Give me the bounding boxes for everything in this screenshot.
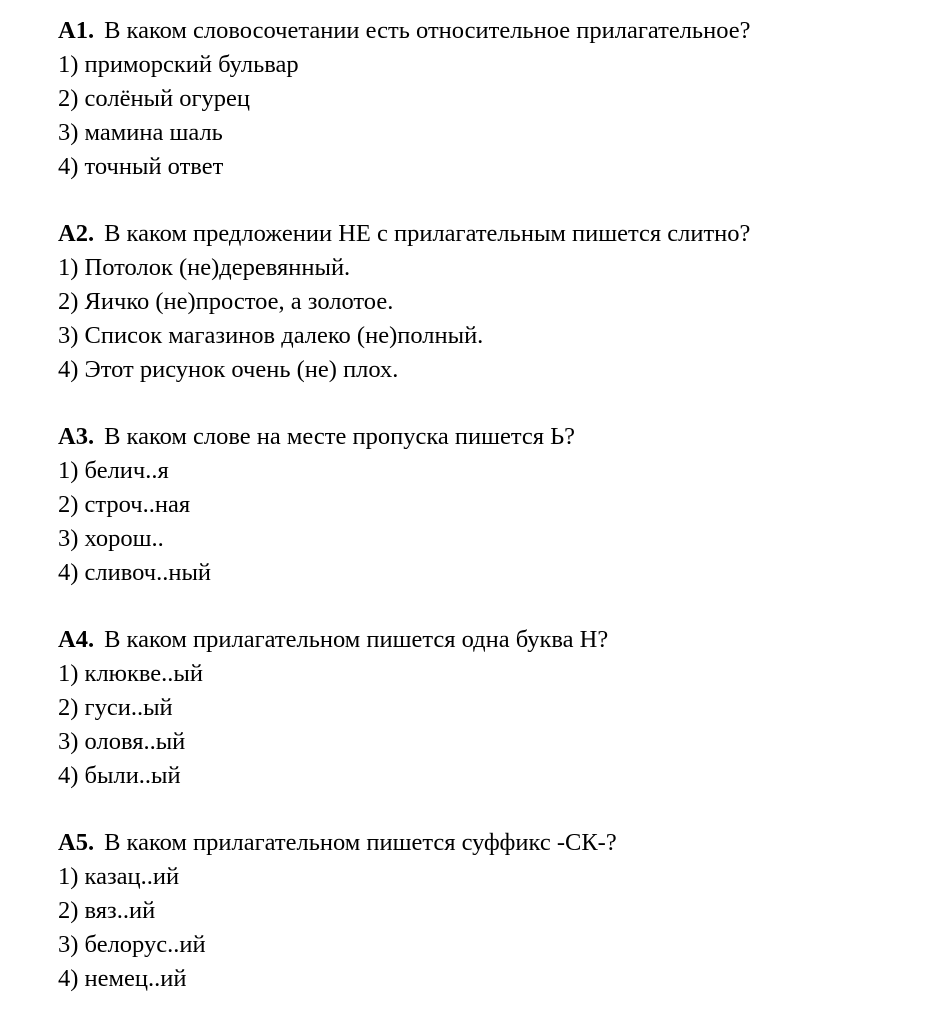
option-text: клюкве..ый — [84, 660, 204, 687]
option-text: Потолок (не)деревянный. — [84, 254, 351, 281]
question-number: А2. — [58, 220, 95, 247]
option-text: Список магазинов далеко (не)полный. — [84, 322, 484, 349]
option-text: солёный огурец — [84, 85, 251, 112]
answer-option — [58, 454, 933, 488]
question-heading — [58, 420, 933, 454]
answer-option — [58, 657, 933, 691]
question-text: В каком прилагательном пишется одна буква Н? — [104, 626, 609, 653]
answer-option — [58, 150, 933, 184]
option-number: 1) — [58, 660, 79, 687]
option-number: 2) — [58, 491, 79, 518]
option-text: белорус..ий — [84, 931, 206, 958]
option-number: 3) — [58, 119, 79, 146]
option-number: 4) — [58, 559, 79, 586]
question-text: В каком словосочетании есть относительное прилагательное? — [104, 17, 751, 44]
option-text: казац..ий — [84, 863, 180, 890]
option-number: 1) — [58, 863, 79, 890]
question-heading — [58, 217, 933, 251]
answer-option — [58, 894, 933, 928]
option-number: 4) — [58, 965, 79, 992]
answer-option — [58, 522, 933, 556]
answer-option — [58, 962, 933, 996]
question-a3 — [58, 420, 933, 590]
answer-option — [58, 251, 933, 285]
option-text: немец..ий — [84, 965, 187, 992]
question-text: В каком слове на месте пропуска пишется Ь? — [104, 423, 576, 450]
answer-option — [58, 928, 933, 962]
option-text: Этот рисунок очень (не) плох. — [84, 356, 399, 383]
option-text: сливоч..ный — [84, 559, 212, 586]
option-text: гуси..ый — [84, 694, 173, 721]
option-number: 3) — [58, 728, 79, 755]
answer-option — [58, 488, 933, 522]
question-number: А4. — [58, 626, 95, 653]
option-number: 4) — [58, 153, 79, 180]
answer-option — [58, 556, 933, 590]
option-number: 2) — [58, 85, 79, 112]
option-number: 2) — [58, 694, 79, 721]
answer-option — [58, 116, 933, 150]
option-text: хорош.. — [84, 525, 164, 552]
answer-option — [58, 860, 933, 894]
question-number: А1. — [58, 17, 95, 44]
document-body — [58, 14, 933, 1029]
option-number: 1) — [58, 457, 79, 484]
answer-option — [58, 725, 933, 759]
option-text: мамина шаль — [84, 119, 223, 146]
option-text: строч..ная — [84, 491, 191, 518]
option-number: 2) — [58, 288, 79, 315]
option-number: 4) — [58, 762, 79, 789]
option-number: 1) — [58, 51, 79, 78]
option-number: 3) — [58, 931, 79, 958]
option-text: приморский бульвар — [84, 51, 299, 78]
question-a4 — [58, 623, 933, 793]
question-a1 — [58, 14, 933, 184]
question-number: А5. — [58, 829, 95, 856]
question-a2 — [58, 217, 933, 387]
answer-option — [58, 691, 933, 725]
option-text: Яичко (не)простое, а золотое. — [84, 288, 394, 315]
question-heading — [58, 826, 933, 860]
option-text: оловя..ый — [84, 728, 186, 755]
question-heading — [58, 623, 933, 657]
answer-option — [58, 285, 933, 319]
answer-option — [58, 353, 933, 387]
option-number: 3) — [58, 322, 79, 349]
question-number: А3. — [58, 423, 95, 450]
option-text: вяз..ий — [84, 897, 156, 924]
question-text: В каком прилагательном пишется суффикс -СК-? — [104, 829, 617, 856]
question-text: В каком предложении НЕ с прилагательным пишется слитно? — [104, 220, 751, 247]
answer-option — [58, 319, 933, 353]
option-number: 2) — [58, 897, 79, 924]
question-a5 — [58, 826, 933, 996]
option-number: 4) — [58, 356, 79, 383]
option-number: 3) — [58, 525, 79, 552]
option-number: 1) — [58, 254, 79, 281]
answer-option — [58, 82, 933, 116]
question-heading — [58, 14, 933, 48]
answer-option — [58, 759, 933, 793]
option-text: были..ый — [84, 762, 181, 789]
answer-option — [58, 48, 933, 82]
option-text: белич..я — [84, 457, 169, 484]
option-text: точный ответ — [84, 153, 224, 180]
